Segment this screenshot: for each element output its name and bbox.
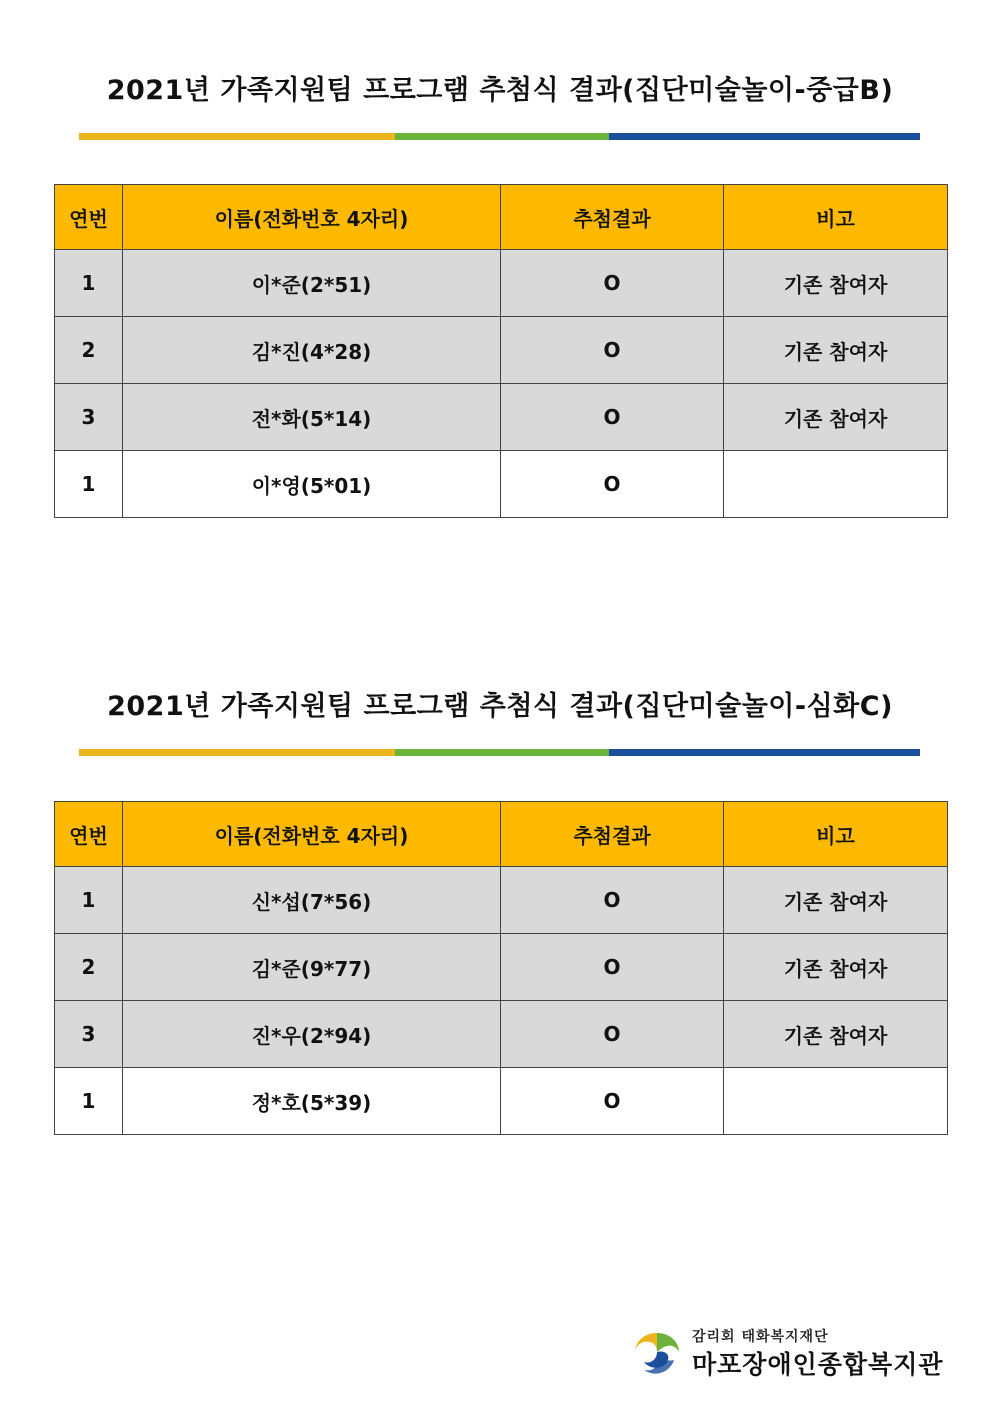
- cell-name: 이*영(5*01): [123, 451, 501, 518]
- title-section-1: 2021년 가족지원팀 프로그램 추첨식 결과(집단미술놀이-중급B): [106, 75, 894, 106]
- cell-note: 기존 참여자: [724, 317, 948, 384]
- cell-name: 이*준(2*51): [123, 250, 501, 317]
- cell-result: O: [501, 934, 724, 1001]
- cell-result: O: [501, 451, 724, 518]
- cell-no: 1: [55, 867, 123, 934]
- organization-logo: [630, 1323, 960, 1383]
- cell-note: 기존 참여자: [724, 1001, 948, 1068]
- results-table-1: [54, 184, 948, 518]
- cell-note: [724, 1068, 948, 1135]
- table-row: [55, 1001, 948, 1068]
- cell-note: 기존 참여자: [724, 867, 948, 934]
- table-row: [55, 250, 948, 317]
- cell-no: 1: [55, 1068, 123, 1135]
- divider-yellow: [79, 133, 395, 140]
- divider-yellow: [79, 749, 395, 756]
- title-section-2: 2021년 가족지원팀 프로그램 추첨식 결과(집단미술놀이-심화C): [107, 691, 893, 722]
- organization-emblem-icon: [630, 1328, 684, 1382]
- table-row: [55, 934, 948, 1001]
- cell-name: 진*우(2*94): [123, 1001, 501, 1068]
- table-row: [55, 451, 948, 518]
- cell-note: 기존 참여자: [724, 250, 948, 317]
- cell-name: 김*진(4*28): [123, 317, 501, 384]
- header-no: 연번: [55, 185, 123, 250]
- table-row: [55, 317, 948, 384]
- divider-bar-1: [79, 133, 920, 140]
- cell-result: O: [501, 867, 724, 934]
- cell-note: [724, 451, 948, 518]
- header-name: 이름(전화번호 4자리): [123, 185, 501, 250]
- header-no: 연번: [55, 802, 123, 867]
- cell-no: 1: [55, 451, 123, 518]
- cell-name: 신*섭(7*56): [123, 867, 501, 934]
- cell-name: 정*호(5*39): [123, 1068, 501, 1135]
- header-result: 추첨결과: [501, 802, 724, 867]
- header-note: 비고: [724, 802, 948, 867]
- header-name: 이름(전화번호 4자리): [123, 802, 501, 867]
- table-row: [55, 867, 948, 934]
- cell-name: 김*준(9*77): [123, 934, 501, 1001]
- divider-blue: [609, 133, 920, 140]
- header-result: 추첨결과: [501, 185, 724, 250]
- logo-name: 마포장애인종합복지관: [692, 1350, 944, 1379]
- logo-subtitle: 감리회 태화복지재단: [692, 1329, 829, 1345]
- header-note: 비고: [724, 185, 948, 250]
- cell-no: 3: [55, 1001, 123, 1068]
- cell-result: O: [501, 384, 724, 451]
- table-row: [55, 1068, 948, 1135]
- divider-blue: [609, 749, 920, 756]
- cell-result: O: [501, 250, 724, 317]
- divider-bar-2: [79, 749, 920, 756]
- cell-note: 기존 참여자: [724, 384, 948, 451]
- divider-green: [395, 749, 609, 756]
- cell-no: 2: [55, 317, 123, 384]
- cell-no: 1: [55, 250, 123, 317]
- cell-no: 3: [55, 384, 123, 451]
- cell-name: 전*화(5*14): [123, 384, 501, 451]
- cell-no: 2: [55, 934, 123, 1001]
- divider-green: [395, 133, 609, 140]
- cell-result: O: [501, 1068, 724, 1135]
- results-table-2: [54, 801, 948, 1135]
- cell-result: O: [501, 317, 724, 384]
- table-row: [55, 384, 948, 451]
- cell-result: O: [501, 1001, 724, 1068]
- cell-note: 기존 참여자: [724, 934, 948, 1001]
